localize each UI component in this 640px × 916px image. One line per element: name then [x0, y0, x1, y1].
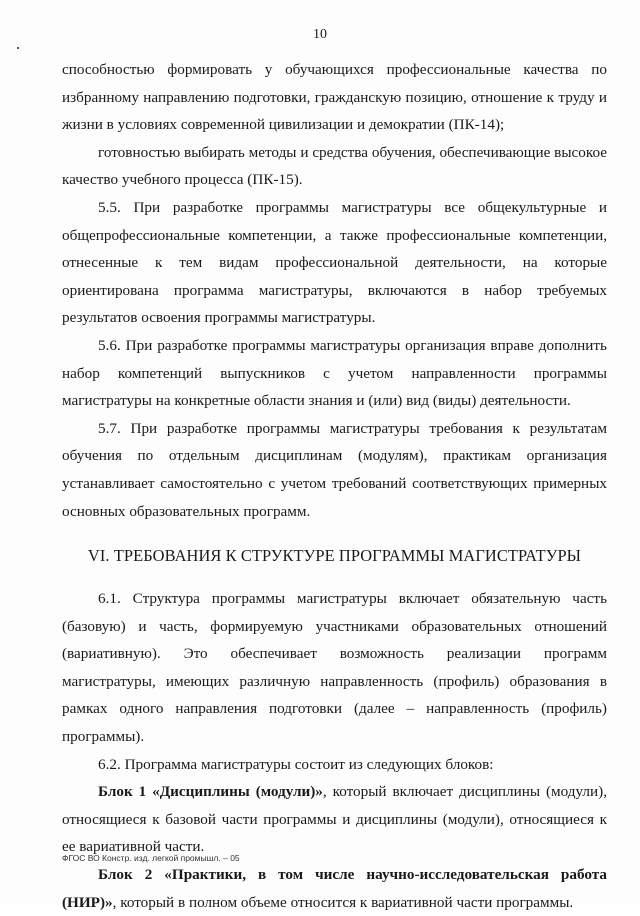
page-footer: ФГОС ВО Констр. изд. легкой промышл. – 05	[62, 853, 240, 863]
paragraph-pk14: способностью формировать у обучающихся профессиональные качества по избранному направлению подготовки, гражданскую позицию, отношение к труду и жизни в условиях современной цивилизации и демократии (ПК-14);	[62, 61, 607, 134]
paragraph-5-7: 5.7. При разработке программы магистратуры требования к результатам обучения по отдельным дисциплинам (модулям), практикам организация устанавливает самостоятельно с учетом требований соответствующих примерных основных образовательных программ.	[62, 419, 607, 520]
document-body	[62, 56, 607, 916]
paragraph-5-5: 5.5. При разработке программы магистратуры все общекультурные и общепрофессиональные компетенции, а также профессиональные компетенции, отнесенные к тем видам профессиональной деятельности, на которые ориентирована программа магистратуры, включаются в набор требуемых результатов освоения программы магистратуры.	[62, 198, 607, 327]
block-2-paragraph	[62, 861, 607, 916]
block-1-paragraph	[62, 778, 607, 861]
block-2-title: Блок 2 «Практики, в том числе научно-исследовательская работа (НИР)»	[62, 866, 607, 911]
block-2-text: , который в полном объеме относится к вариативной части программы.	[112, 893, 574, 911]
scan-speck	[17, 47, 19, 49]
block-1-title: Блок 1 «Дисциплины (модули)»	[98, 783, 323, 801]
paragraph-pk15: готовностью выбирать методы и средства обучения, обеспечивающие высокое качество учебного процесса (ПК-15).	[62, 143, 607, 189]
paragraph-6-2: 6.2. Программа магистратуры состоит из следующих блоков:	[98, 755, 494, 773]
paragraph-5-6: 5.6. При разработке программы магистратуры организация вправе дополнить набор компетенций выпускников с учетом направленности программы магистратуры на конкретные области знания и (или) вид (виды) деятельности.	[62, 336, 607, 410]
paragraph-6-1: 6.1. Структура программы магистратуры включает обязательную часть (базовую) и часть, формируемую участниками образовательных отношений (вариативную). Это обеспечивает возможность реализации программ магистратуры, имеющих различную направленность (профиль) образования в рамках одного направления подготовки (далее – направленность (профиль) программы).	[62, 590, 607, 746]
block-1-text: , который включает дисциплины (модули), относящиеся к базовой части программы и дисциплины (модули), относящиеся к ее вариативной части.	[62, 783, 607, 856]
section-heading: VI. ТРЕБОВАНИЯ К СТРУКТУРЕ ПРОГРАММЫ МАГИСТРАТУРЫ	[87, 546, 582, 566]
page-number: 10	[313, 27, 327, 42]
